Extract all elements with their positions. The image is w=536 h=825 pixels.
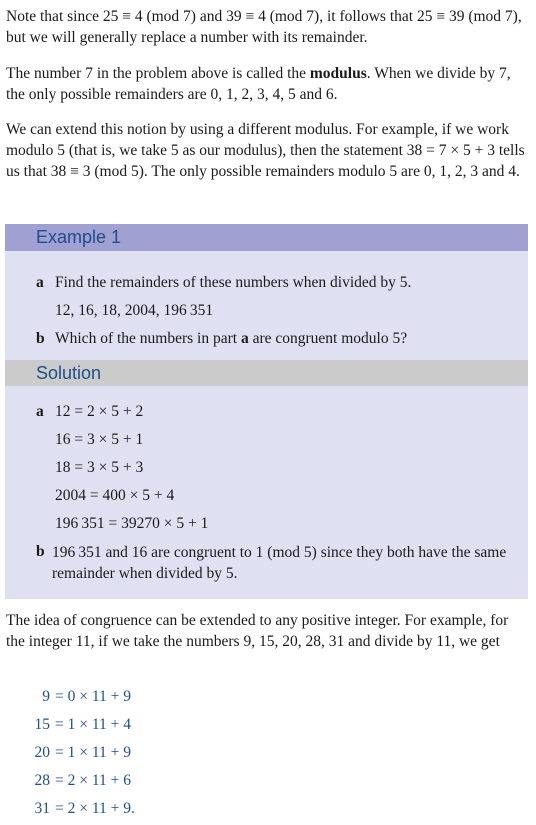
equation-lhs: 15 — [34, 716, 50, 733]
solution-b-label: b — [36, 543, 45, 560]
intro-paragraph: Note that since 25 ≡ 4 (mod 7) and 39 ≡ 4 (mod 7), it follows that 25 ≡ 39 (mod 7), but we will generally replace a number with its remainder. — [6, 8, 522, 46]
modulus-paragraph — [6, 63, 528, 105]
congruence-paragraph: The idea of congruence can be extended to any positive integer. For example, for the integer 11, if we take the numbers 9, 15, 20, 28, 31 and divide by 11, we get — [6, 612, 509, 650]
part-b-question — [55, 329, 407, 349]
solution-b-text: 196 351 and 16 are congruent to 1 (mod 5) since they both have the same remainder when divided by 5. — [52, 544, 507, 582]
equation-rhs: = 2 × 11 + 6 — [55, 772, 132, 789]
equation-rhs: = 2 × 11 + 9. — [55, 800, 135, 817]
numbers-list: 12, 16, 18, 2004, 196 351 — [55, 302, 214, 319]
equations-list — [0, 687, 200, 822]
part-a-label: a — [36, 274, 44, 291]
part-b-label: b — [36, 330, 45, 347]
equation-rhs: = 1 × 11 + 4 — [55, 716, 132, 733]
example-title: Example 1 — [36, 227, 122, 247]
equation-lhs: 28 — [34, 772, 50, 789]
modulo-5-paragraph: We can extend this notion by using a different modulus. For example, if we work modulo 5 (that is, we take 5 as our modulus), then the statement 38 = 7 × 5 + 3 tells us that 38 ≡ 3 (mod 5). The only possible remainders modulo 5 are 0, 1, 2, 3 and 4. — [6, 121, 525, 180]
part-b-text-before: Which of the numbers in part — [55, 330, 241, 347]
equation-rhs: = 0 × 11 + 9 — [55, 688, 132, 705]
solution-line: 12 = 2 × 5 + 2 — [55, 403, 144, 420]
part-b-ref: a — [240, 330, 249, 347]
solution-line: 2004 = 400 × 5 + 4 — [55, 487, 175, 504]
solution-line: 18 = 3 × 5 + 3 — [55, 459, 144, 476]
equation-lhs: 9 — [42, 688, 50, 705]
example-box — [5, 224, 528, 599]
solution-line: 196 351 = 39270 × 5 + 1 — [55, 515, 209, 532]
modulus-text-before: The number 7 in the problem above is called the — [6, 65, 310, 82]
solution-title: Solution — [36, 363, 102, 383]
solution-header — [5, 360, 528, 386]
equation-rhs: = 1 × 11 + 9 — [55, 744, 132, 761]
equation-lhs: 31 — [34, 800, 50, 817]
modulus-text-after: . When we divide by 7, the only possible remainders are 0, 1, 2, 3, 4, 5 and 6. — [6, 65, 511, 103]
equation-lhs: 20 — [34, 744, 50, 761]
part-a-question: Find the remainders of these numbers when divided by 5. — [55, 274, 412, 291]
example-header — [5, 224, 528, 251]
solution-a-label: a — [36, 403, 44, 420]
modulus-keyword: modulus — [309, 65, 367, 82]
solution-line: 16 = 3 × 5 + 1 — [55, 431, 144, 448]
part-b-text-after: are congruent modulo 5? — [248, 330, 408, 347]
